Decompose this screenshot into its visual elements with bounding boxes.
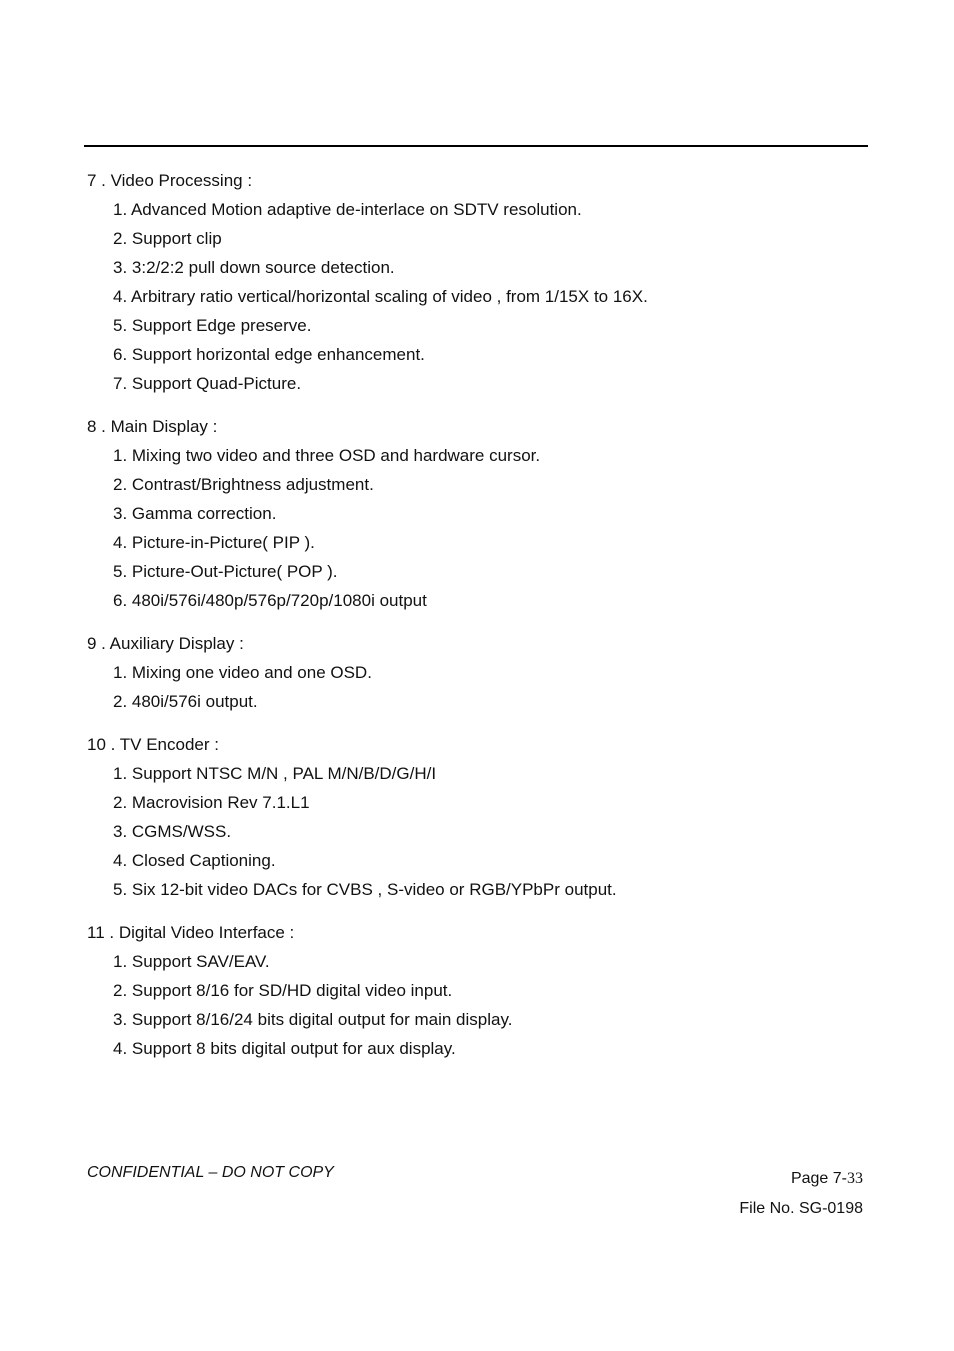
list-item: 6. Support horizontal edge enhancement. — [113, 345, 425, 364]
list-item: 3. 3:2/2:2 pull down source detection. — [113, 258, 395, 277]
header-rule — [84, 145, 868, 147]
list-item: 4. Arbitrary ratio vertical/horizontal scaling of video , from 1/15X to 16X. — [113, 287, 648, 306]
list-item: 1. Mixing one video and one OSD. — [113, 663, 372, 682]
section-main-display — [87, 412, 867, 615]
list-item: 3. Support 8/16/24 bits digital output for main display. — [113, 1010, 513, 1029]
section-auxiliary-display — [87, 629, 867, 716]
list-item: 1. Mixing two video and three OSD and hardware cursor. — [113, 446, 541, 465]
section-digital-video-interface — [87, 918, 867, 1063]
list-item: 5. Picture-Out-Picture( POP ). — [113, 562, 338, 581]
list-item: 4. Closed Captioning. — [113, 851, 276, 870]
list-item: 2. 480i/576i output. — [113, 692, 258, 711]
section-video-processing — [87, 166, 867, 398]
section-heading: 7 . Video Processing : — [87, 171, 253, 190]
file-number: File No. SG-0198 — [739, 1200, 863, 1217]
list-item: 2. Support clip — [113, 229, 222, 248]
page-number: 33 — [847, 1170, 863, 1187]
list-item: 3. Gamma correction. — [113, 504, 277, 523]
document-body — [87, 166, 867, 1077]
list-item: 2. Macrovision Rev 7.1.L1 — [113, 793, 310, 812]
list-item: 5. Support Edge preserve. — [113, 316, 312, 335]
list-item: 4. Picture-in-Picture( PIP ). — [113, 533, 315, 552]
list-item: 4. Support 8 bits digital output for aux display. — [113, 1039, 456, 1058]
page-footer — [739, 1164, 863, 1224]
list-item: 7. Support Quad-Picture. — [113, 374, 302, 393]
page-label: Page 7- — [790, 1170, 847, 1187]
list-item: 5. Six 12-bit video DACs for CVBS , S-video or RGB/YPbPr output. — [113, 880, 617, 899]
section-heading: 11 . Digital Video Interface : — [87, 923, 295, 942]
list-item: 6. 480i/576i/480p/576p/720p/1080i output — [113, 591, 427, 610]
page-indicator — [739, 1164, 863, 1194]
section-tv-encoder — [87, 730, 867, 904]
list-item: 1. Support NTSC M/N , PAL M/N/B/D/G/H/I — [113, 764, 437, 783]
list-item: 1. Support SAV/EAV. — [113, 952, 270, 971]
confidential-notice: CONFIDENTIAL – DO NOT COPY — [87, 1164, 334, 1181]
section-heading: 8 . Main Display : — [87, 417, 218, 436]
list-item: 3. CGMS/WSS. — [113, 822, 232, 841]
list-item: 2. Contrast/Brightness adjustment. — [113, 475, 374, 494]
section-heading: 10 . TV Encoder : — [87, 735, 219, 754]
section-heading: 9 . Auxiliary Display : — [87, 634, 244, 653]
list-item: 1. Advanced Motion adaptive de-interlace on SDTV resolution. — [113, 200, 582, 219]
list-item: 2. Support 8/16 for SD/HD digital video input. — [113, 981, 453, 1000]
